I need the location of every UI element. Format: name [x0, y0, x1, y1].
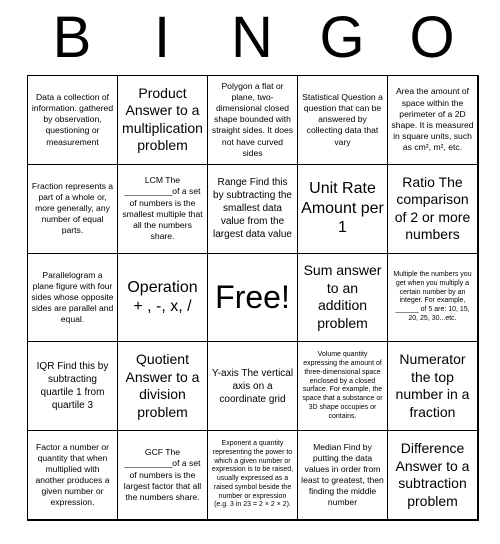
- bingo-cell[interactable]: Factor a number or quantity that when multiplied with another produces a given number or expression.: [27, 430, 118, 520]
- bingo-cell[interactable]: Parallelogram a plane figure with four sides whose opposite sides are parallel and equal.: [27, 253, 118, 343]
- header-letter-n: N: [231, 5, 273, 70]
- bingo-cell[interactable]: Product Answer to a multiplication problem: [117, 75, 208, 165]
- header-letter-b: B: [52, 5, 92, 70]
- bingo-cell[interactable]: Range Find this by subtracting the smallest data value from the largest data value: [207, 164, 298, 254]
- bingo-cell[interactable]: Polygon a flat or plane, two-dimensional closed shape bounded with straight sides. It does not have curved sides: [207, 75, 298, 165]
- bingo-cell[interactable]: Multiple the numbers you get when you multiply a certain number by an integer. For example, ______ of 5 are: 10, 15, 20, 25, 30...etc.: [387, 253, 478, 343]
- bingo-cell[interactable]: LCM The __________of a set of numbers is the smallest multiple that all the numbers share.: [117, 164, 208, 254]
- bingo-cell[interactable]: Median Find by putting the data values in order from least to greatest, then finding the middle number: [297, 430, 388, 520]
- bingo-cell[interactable]: Quotient Answer to a division problem: [117, 341, 208, 431]
- bingo-cell[interactable]: Fraction represents a part of a whole or, more generally, any number of equal parts.: [27, 164, 118, 254]
- bingo-cell[interactable]: Y-axis The vertical axis on a coordinate grid: [207, 341, 298, 431]
- bingo-cell[interactable]: Ratio The comparison of 2 or more numbers: [387, 164, 478, 254]
- bingo-cell[interactable]: Operation + , -, x, /: [117, 253, 208, 343]
- bingo-cell[interactable]: Difference Answer to a subtraction problem: [387, 430, 478, 520]
- bingo-cell[interactable]: Unit Rate Amount per 1: [297, 164, 388, 254]
- bingo-cell[interactable]: Numerator the top number in a fraction: [387, 341, 478, 431]
- header-letter-i: I: [153, 5, 171, 70]
- free-space[interactable]: Free!: [207, 253, 298, 343]
- bingo-grid: [27, 75, 479, 521]
- bingo-header: [27, 0, 477, 75]
- bingo-cell[interactable]: IQR Find this by subtracting quartile 1 from quartile 3: [27, 341, 118, 431]
- bingo-cell[interactable]: Statistical Question a question that can be answered by collecting data that vary: [297, 75, 388, 165]
- bingo-cell[interactable]: Exponent a quantity representing the power to which a given number or expression is to be raised, usually expressed as a raised symbol beside the number or expression (e.g. 3 in 23 = 2 × 2 × 2).: [207, 430, 298, 520]
- bingo-cell[interactable]: Data a collection of information. gathered by observation, questioning or measurement: [27, 75, 118, 165]
- bingo-cell[interactable]: Area the amount of space within the perimeter of a 2D shape. It is measured in square units, such as cm², m², etc.: [387, 75, 478, 165]
- bingo-cell[interactable]: Volume quantity expressing the amount of three-dimensional space enclosed by a closed surface. For example, the space that a substance or 3D shape occupies or contains.: [297, 341, 388, 431]
- header-letter-o: O: [409, 5, 455, 70]
- bingo-cell[interactable]: GCF The __________of a set of numbers is the largest factor that all the numbers share.: [117, 430, 208, 520]
- header-letter-g: G: [319, 5, 365, 70]
- bingo-cell[interactable]: Sum answer to an addition problem: [297, 253, 388, 343]
